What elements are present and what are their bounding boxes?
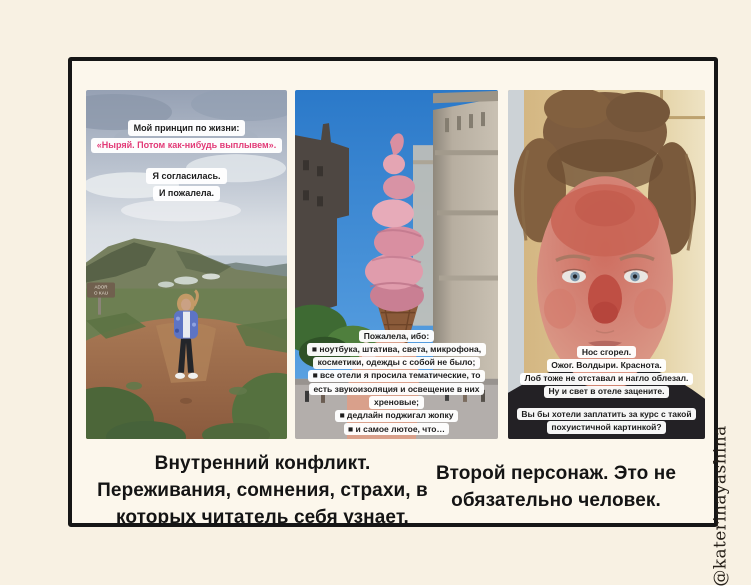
story-line: ■ ноутбука, штатива, света, микрофона, [307, 343, 485, 355]
photo-ice-cream [295, 90, 498, 439]
story-line: ■ дедлайн поджигал жопку [335, 410, 458, 422]
story-line: есть звукоизоляция и освещение в них [309, 383, 484, 395]
story-line: Лоб тоже не отставал и нагло облезал. [520, 373, 693, 385]
story-text-regrets [295, 330, 498, 436]
story-line: ■ и самое лютое, что… [344, 423, 450, 435]
story-line: Вы бы хотели заплатить за курс с такой [517, 408, 696, 420]
photo-sunburn-selfie [508, 90, 705, 439]
content-card [68, 57, 718, 527]
photo-hill-landscape [86, 90, 287, 439]
story-line: Нос сгорел. [577, 346, 635, 358]
story-title: Пожалела, ибо: [359, 330, 433, 342]
story-line: И пожалела. [153, 186, 220, 202]
story-line: Ну и свет в отеле зацените. [544, 386, 669, 398]
story-line: похуистичной картинкой? [547, 421, 666, 433]
story-line: Мой принцип по жизни: [128, 120, 246, 136]
story-line-accent: «Ныряй. Потом как-нибудь выплывем». [91, 138, 282, 154]
story-line: ■ все отели я просила тематические, то [308, 370, 485, 382]
story-line: Я согласилась. [146, 168, 226, 184]
story-text-principle [86, 120, 287, 203]
caption-line: Внутренний конфликт. [154, 453, 371, 474]
caption-inner-conflict [90, 450, 435, 531]
story-text-sunburn [508, 346, 705, 399]
watermark-text: @katerinayashina [711, 425, 731, 587]
story-line: Ожог. Волдыри. Краснота. [547, 359, 667, 371]
caption-second-character [428, 460, 684, 514]
caption-line: обязательно человек. [451, 490, 661, 511]
story-line: косметики, одежды с собой не было; [313, 357, 480, 369]
story-text-question [508, 408, 705, 435]
caption-line: которых читатель себя узнает. [116, 507, 409, 528]
svg-text:ADOR: ADOR [94, 284, 108, 290]
author-watermark [697, 426, 745, 586]
svg-text:O KAU: O KAU [94, 290, 108, 296]
caption-line: Второй персонаж. Это не [436, 463, 676, 484]
caption-line: Переживания, сомнения, страхи, в [97, 480, 428, 501]
story-line: хреновые; [369, 396, 423, 408]
